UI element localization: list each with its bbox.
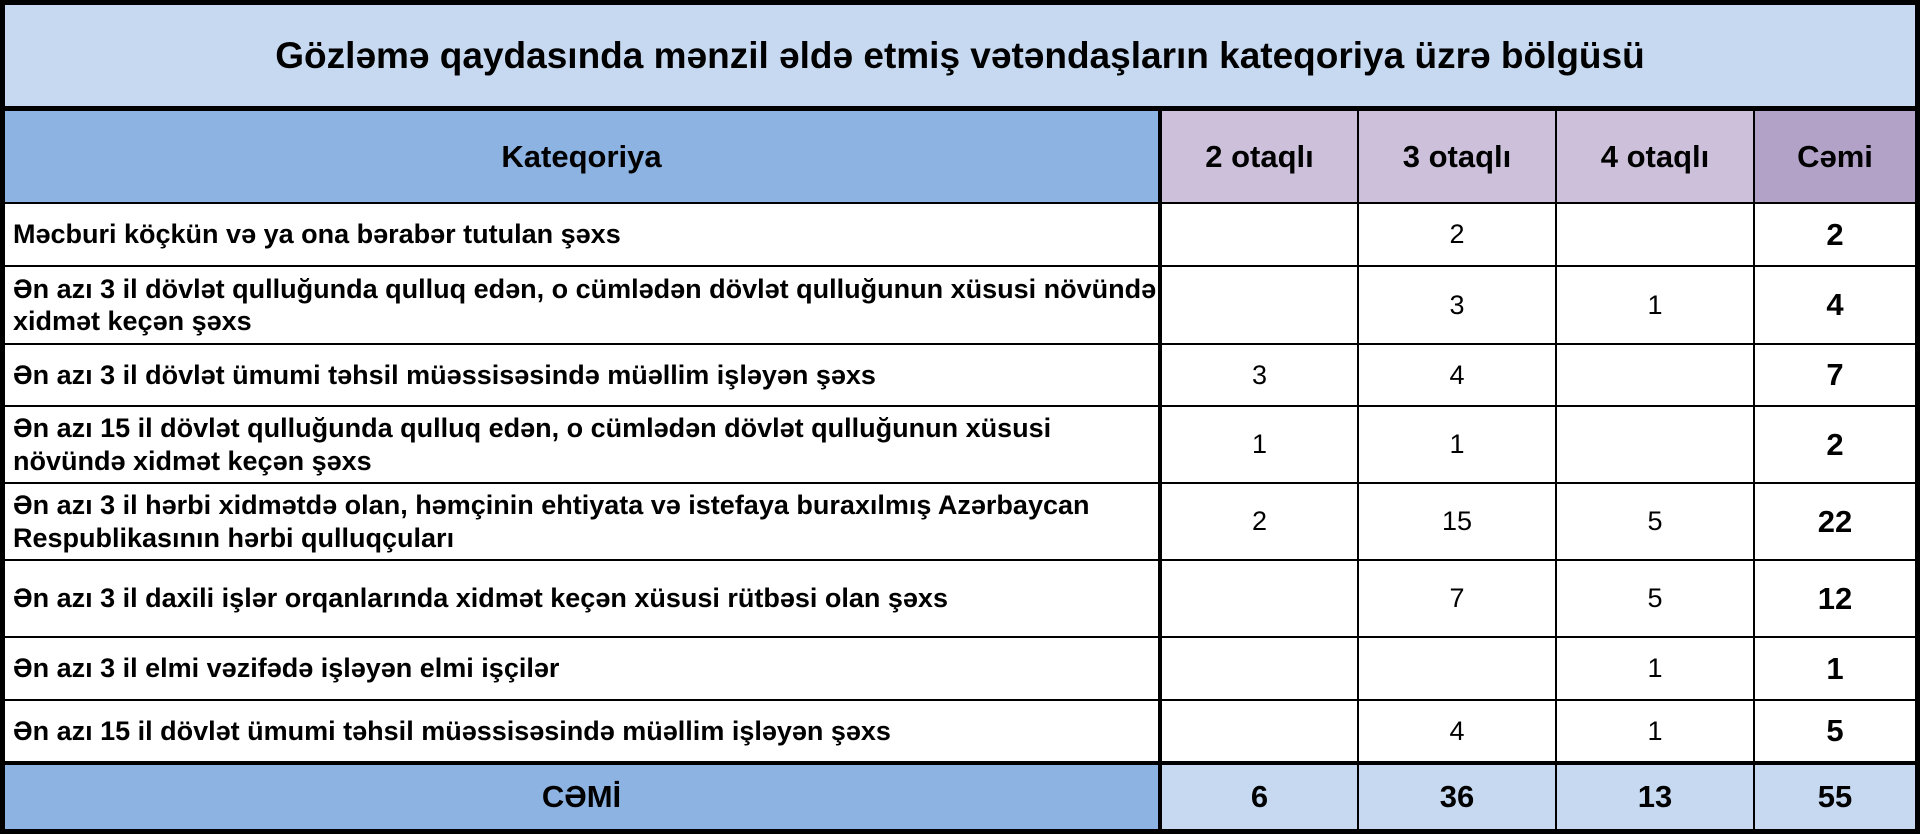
table-title: Gözləmə qaydasında mənzil əldə etmiş vətəndaşların kateqoriya üzrə bölgüsü <box>275 34 1645 76</box>
cell-total: 5 <box>1754 700 1915 763</box>
cell-3-room: 15 <box>1358 483 1556 560</box>
header-row <box>5 111 1915 203</box>
totals-grand: 55 <box>1754 763 1915 829</box>
table-row <box>5 203 1915 266</box>
cell-4-room: 5 <box>1556 560 1754 637</box>
cell-2-room <box>1160 266 1358 344</box>
cell-3-room: 2 <box>1358 203 1556 266</box>
cell-total: 2 <box>1754 406 1915 483</box>
totals-2-room: 6 <box>1160 763 1358 829</box>
cell-2-room <box>1160 203 1358 266</box>
cell-2-room: 3 <box>1160 344 1358 406</box>
cell-total: 7 <box>1754 344 1915 406</box>
cell-3-room: 4 <box>1358 344 1556 406</box>
table-row <box>5 344 1915 406</box>
cell-2-room: 1 <box>1160 406 1358 483</box>
cell-total: 1 <box>1754 637 1915 700</box>
cell-4-room <box>1556 406 1754 483</box>
totals-4-room: 13 <box>1556 763 1754 829</box>
row-category: Ən azı 15 il dövlət qulluğunda qulluq edən, o cümlədən dövlət qulluğunun xüsusi növündə xidmət keçən şəxs <box>5 406 1160 483</box>
table-row <box>5 406 1915 483</box>
cell-3-room: 7 <box>1358 560 1556 637</box>
cell-4-room: 1 <box>1556 266 1754 344</box>
cell-total: 2 <box>1754 203 1915 266</box>
table-row <box>5 483 1915 560</box>
cell-3-room: 1 <box>1358 406 1556 483</box>
totals-row <box>5 763 1915 829</box>
cell-4-room <box>1556 344 1754 406</box>
cell-3-room: 4 <box>1358 700 1556 763</box>
header-category: Kateqoriya <box>5 111 1160 203</box>
totals-label: CƏMİ <box>5 763 1160 829</box>
cell-total: 22 <box>1754 483 1915 560</box>
cell-4-room: 1 <box>1556 637 1754 700</box>
row-category: Ən azı 3 il dövlət qulluğunda qulluq edən, o cümlədən dövlət qulluğunun xüsusi növündə xidmət keçən şəxs <box>5 266 1160 344</box>
totals-3-room: 36 <box>1358 763 1556 829</box>
row-category: Ən azı 3 il hərbi xidmətdə olan, həmçinin ehtiyata və istefaya buraxılmış Azərbaycan Respublikasının hərbi qulluqçuları <box>5 483 1160 560</box>
header-2-room: 2 otaqlı <box>1160 111 1358 203</box>
cell-total: 4 <box>1754 266 1915 344</box>
cell-3-room: 3 <box>1358 266 1556 344</box>
row-category: Məcburi köçkün və ya ona bərabər tutulan şəxs <box>5 203 1160 266</box>
title-bar <box>5 5 1915 111</box>
cell-total: 12 <box>1754 560 1915 637</box>
row-category: Ən azı 15 il dövlət ümumi təhsil müəssisəsində müəllim işləyən şəxs <box>5 700 1160 763</box>
cell-3-room <box>1358 637 1556 700</box>
cell-2-room <box>1160 700 1358 763</box>
table-row <box>5 637 1915 700</box>
table-row <box>5 266 1915 344</box>
row-category: Ən azı 3 il elmi vəzifədə işləyən elmi işçilər <box>5 637 1160 700</box>
cell-2-room <box>1160 560 1358 637</box>
header-3-room: 3 otaqlı <box>1358 111 1556 203</box>
row-category: Ən azı 3 il dövlət ümumi təhsil müəssisəsində müəllim işləyən şəxs <box>5 344 1160 406</box>
cell-4-room <box>1556 203 1754 266</box>
header-total: Cəmi <box>1754 111 1915 203</box>
cell-4-room: 5 <box>1556 483 1754 560</box>
cell-2-room <box>1160 637 1358 700</box>
table-row <box>5 700 1915 763</box>
header-4-room: 4 otaqlı <box>1556 111 1754 203</box>
row-category: Ən azı 3 il daxili işlər orqanlarında xidmət keçən xüsusi rütbəsi olan şəxs <box>5 560 1160 637</box>
table-row <box>5 560 1915 637</box>
cell-4-room: 1 <box>1556 700 1754 763</box>
cell-2-room: 2 <box>1160 483 1358 560</box>
distribution-table <box>5 111 1915 829</box>
